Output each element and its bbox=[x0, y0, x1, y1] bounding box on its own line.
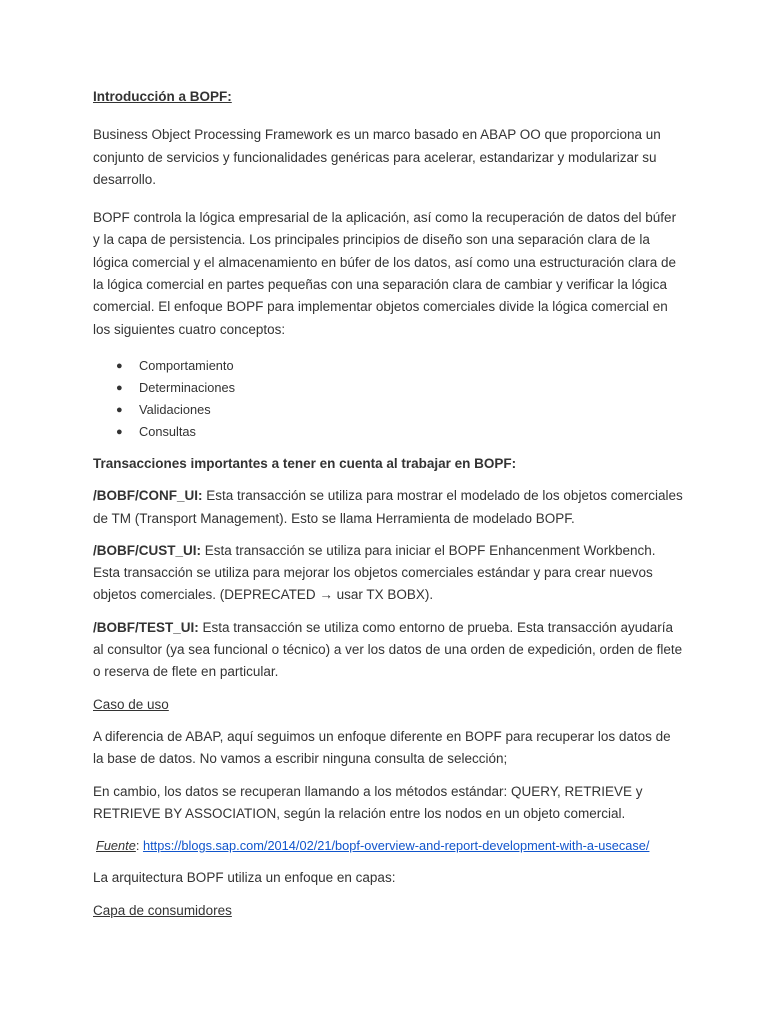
source-separator: : bbox=[135, 838, 143, 854]
source-link[interactable]: https://blogs.sap.com/2014/02/21/bopf-overview-and-report-development-with-a-usecase/ bbox=[142, 838, 650, 854]
transaction-test-ui bbox=[93, 617, 683, 684]
bullet-icon: ● bbox=[116, 359, 123, 372]
intro-paragraph-1: Business Object Processing Framework es un marco basado en ABAP OO que proporciona un conjunto de servicios y funcionalidades genéricas para acelerar, estandarizar y modularizar su desarrollo. bbox=[93, 127, 661, 187]
bullet-icon: ● bbox=[116, 381, 123, 394]
bullet-icon: ● bbox=[116, 403, 123, 416]
concept-label: Comportamiento bbox=[139, 357, 234, 373]
transaction-description: Esta transacción se utiliza como entorno de prueba. Esta transacción ayudaría al consultor (ya sea funcional o técnico) a ver los datos de una orden de expedición, orden de flete o reserva de flete en particular. bbox=[93, 619, 683, 680]
transactions-heading: Transacciones importantes a tener en cuenta al trabajar en BOPF: bbox=[93, 455, 517, 471]
list-item bbox=[93, 377, 683, 399]
source-citation bbox=[96, 835, 683, 857]
transaction-description: Esta transacción se utiliza para iniciar el BOPF Enhancenment Workbench. Esta transacción se utiliza para mejorar los objetos comerciales estándar y para crear nuevos objetos comerciales. (DEPRECATED → usar TX BOBX). bbox=[93, 542, 656, 603]
transaction-code: /BOBF/CUST_UI: bbox=[93, 542, 201, 558]
concepts-list bbox=[93, 355, 683, 443]
transaction-cust-ui bbox=[93, 540, 683, 607]
intro-heading: Introducción a BOPF: bbox=[93, 89, 232, 104]
concept-label: Consultas bbox=[139, 423, 196, 439]
list-item bbox=[93, 355, 683, 377]
list-item bbox=[93, 421, 683, 443]
concept-label: Determinaciones bbox=[139, 379, 236, 395]
transaction-code: /BOBF/TEST_UI: bbox=[93, 619, 199, 635]
usecase-paragraph-1: A diferencia de ABAP, aquí seguimos un enfoque diferente en BOPF para recuperar los datos de la base de datos. No vamos a escribir ninguna consulta de selección; bbox=[93, 728, 671, 767]
consumer-layer-heading: Capa de consumidores bbox=[93, 902, 232, 918]
transaction-description: Esta transacción se utiliza para mostrar el modelado de los objetos comerciales de TM (Transport Management). Esto se llama Herramienta de modelado BOPF. bbox=[93, 488, 683, 526]
architecture-paragraph: La arquitectura BOPF utiliza un enfoque en capas: bbox=[93, 870, 396, 886]
usecase-paragraph-2: En cambio, los datos se recuperan llamando a los métodos estándar: QUERY, RETRIEVE y RETRIEVE BY ASSOCIATION, según la relación entre los nodos en un objeto comercial. bbox=[93, 783, 643, 821]
document-content bbox=[93, 86, 683, 922]
list-item bbox=[93, 399, 683, 421]
transaction-conf-ui bbox=[93, 485, 683, 530]
intro-paragraph-2: BOPF controla la lógica empresarial de la aplicación, así como la recuperación de datos del búfer y la capa de persistencia. Los principales principios de diseño son una separación clara de la lógica comercial y el almacenamiento en búfer de los datos, así como una estructuración clara de la lógica comercial en partes pequeñas con una separación clara de cambiar y verificar la lógica comercial. El enfoque BOPF para implementar objetos comerciales divide la lógica comercial en los siguientes cuatro conceptos: bbox=[93, 210, 677, 337]
transaction-code: /BOBF/CONF_UI: bbox=[93, 488, 203, 504]
usecase-heading: Caso de uso bbox=[93, 696, 169, 712]
concept-label: Validaciones bbox=[139, 401, 211, 417]
source-label: Fuente bbox=[96, 838, 136, 854]
bullet-icon: ● bbox=[116, 425, 123, 438]
